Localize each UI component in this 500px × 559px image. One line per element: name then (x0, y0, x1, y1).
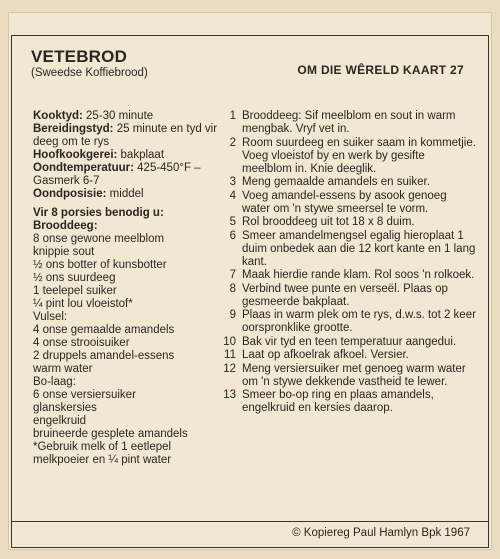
step-text: Laat op afkoelrak afkoel. Versier. (242, 349, 409, 361)
series-label: OM DIE WÊRELD KAART 27 (297, 63, 464, 77)
info-label: Bereidingstyd: (33, 123, 114, 135)
method-step (214, 176, 476, 189)
method-step (214, 336, 476, 349)
ingredient-group-heading: Brooddeeg: (33, 220, 98, 232)
step-text: Meng gemaalde amandels en suiker. (242, 176, 430, 188)
step-text: Plaas in warm plek om te rys, d.w.s. tot 2 keer oorspronklike grootte. (242, 309, 476, 334)
step-number: 5 (229, 216, 236, 228)
ingredient-item: ½ ons botter of kunsbotter (33, 259, 167, 271)
info-row (33, 110, 218, 123)
ingredient-item: 1 teelepel suiker (33, 285, 117, 297)
ingredient-groups (33, 220, 218, 467)
method-steps (214, 110, 476, 416)
step-text: Room suurdeeg en suiker saam in kommetjie. Voeg vloeistof by en werk by gesifte meelblom in. Knie deeglik. (242, 136, 476, 175)
ingredient-item: warm water (33, 363, 93, 375)
step-number: 11 (224, 349, 236, 361)
step-text: Smeer bo-op ring en plaas amandels, engelkruid en kersies daarop. (242, 389, 434, 414)
ingredient-item: 4 onse strooisuiker (33, 337, 130, 349)
step-text: Maak hierdie rande klam. Rol soos 'n rolkoek. (242, 269, 475, 281)
info-label: Oondposisie: (33, 188, 107, 200)
method-step (214, 216, 476, 229)
method-step (214, 137, 476, 176)
method-step (214, 309, 476, 335)
info-value: middel (106, 188, 144, 200)
info-label: Kooktyd: (33, 110, 83, 122)
info-value: 425-450°F – Gasmerk 6-7 (33, 162, 201, 187)
step-text: Meng versiersuiker met genoeg warm water om 'n stywe dekkende vastheid te lewer. (242, 362, 466, 388)
method-step (214, 110, 476, 136)
info-value: 25 minute en tyd vir deeg om te rys (33, 123, 218, 148)
info-row (33, 123, 218, 149)
ingredients-column (33, 110, 218, 467)
step-text: Smeer amandelmengsel egalig hieroplaat 1 duim onbedek aan die 12 kort kante en 1 lang kant. (242, 229, 476, 268)
method-step (214, 389, 476, 415)
step-number: 2 (229, 136, 236, 149)
copyright-text: © Kopiereg Paul Hamlyn Bpk 1967 (292, 527, 470, 539)
method-step (214, 190, 476, 216)
ingredient-group-heading: Bo-laag: (33, 376, 76, 388)
ingredient-item: ½ ons suurdeeg (33, 272, 116, 284)
info-label: Oondtemperatuur: (33, 162, 134, 174)
ingredient-item: knippie sout (33, 246, 95, 258)
recipe-subtitle: (Sweedse Koffiebrood) (31, 67, 148, 79)
step-number: 13 (223, 389, 236, 401)
step-number: 7 (229, 269, 236, 281)
ingredient-item: 6 onse versiersuiker (33, 389, 136, 401)
ingredient-group-heading: Vulsel: (33, 311, 68, 323)
method-step (214, 363, 476, 389)
ingredient-item: glanskersies (33, 402, 97, 414)
ingredient-item: 4 onse gemaalde amandels (33, 324, 175, 336)
step-number: 10 (223, 335, 236, 348)
recipe-title: VETEBROD (31, 47, 128, 66)
ingredient-item: 2 druppels amandel-essens (33, 350, 175, 362)
serves-heading: Vir 8 porsies benodig u: (33, 207, 164, 219)
step-text: Rol brooddeeg uit tot 18 x 8 duim. (242, 216, 415, 228)
ingredient-item: ¼ pint lou vloeistof* (33, 298, 133, 310)
info-row (33, 162, 218, 188)
ingredient-item: bruineerde gesplete amandels (33, 428, 188, 440)
step-number: 9 (229, 309, 236, 321)
step-number: 3 (229, 176, 236, 188)
method-step (214, 349, 476, 362)
method-step (214, 230, 476, 269)
step-text: Brooddeeg: Sif meelblom en sout in warm mengbak. Vryf vet in. (242, 110, 456, 135)
ingredient-item: 8 onse gewone meelblom (33, 233, 165, 245)
step-text: Verbind twee punte en verseël. Plaas op gesmeerde bakplaat. (242, 282, 448, 308)
step-number: 1 (229, 110, 236, 122)
ingredient-item: engelkruid (33, 415, 87, 427)
info-value: bakplaat (117, 149, 165, 161)
step-number: 6 (229, 229, 236, 242)
info-row (33, 188, 218, 201)
step-number: 8 (229, 282, 236, 295)
info-label: Hoofkookgerei: (33, 149, 118, 161)
step-number: 12 (223, 362, 236, 375)
step-text: Voeg amandel-essens by asook genoeg water om 'n stywe smeersel te vorm. (242, 189, 447, 215)
ingredient-item: *Gebruik melk of 1 eetlepel melkpoeier en ¼ pint water (33, 441, 172, 466)
step-number: 4 (229, 189, 236, 202)
info-list (33, 110, 218, 201)
method-step (214, 269, 476, 282)
method-step (214, 283, 476, 309)
footer-divider (12, 521, 488, 522)
step-text: Bak vir tyd en teen temperatuur aangedui. (242, 335, 457, 348)
info-value: 25-30 minute (82, 110, 154, 122)
info-row (33, 149, 218, 162)
